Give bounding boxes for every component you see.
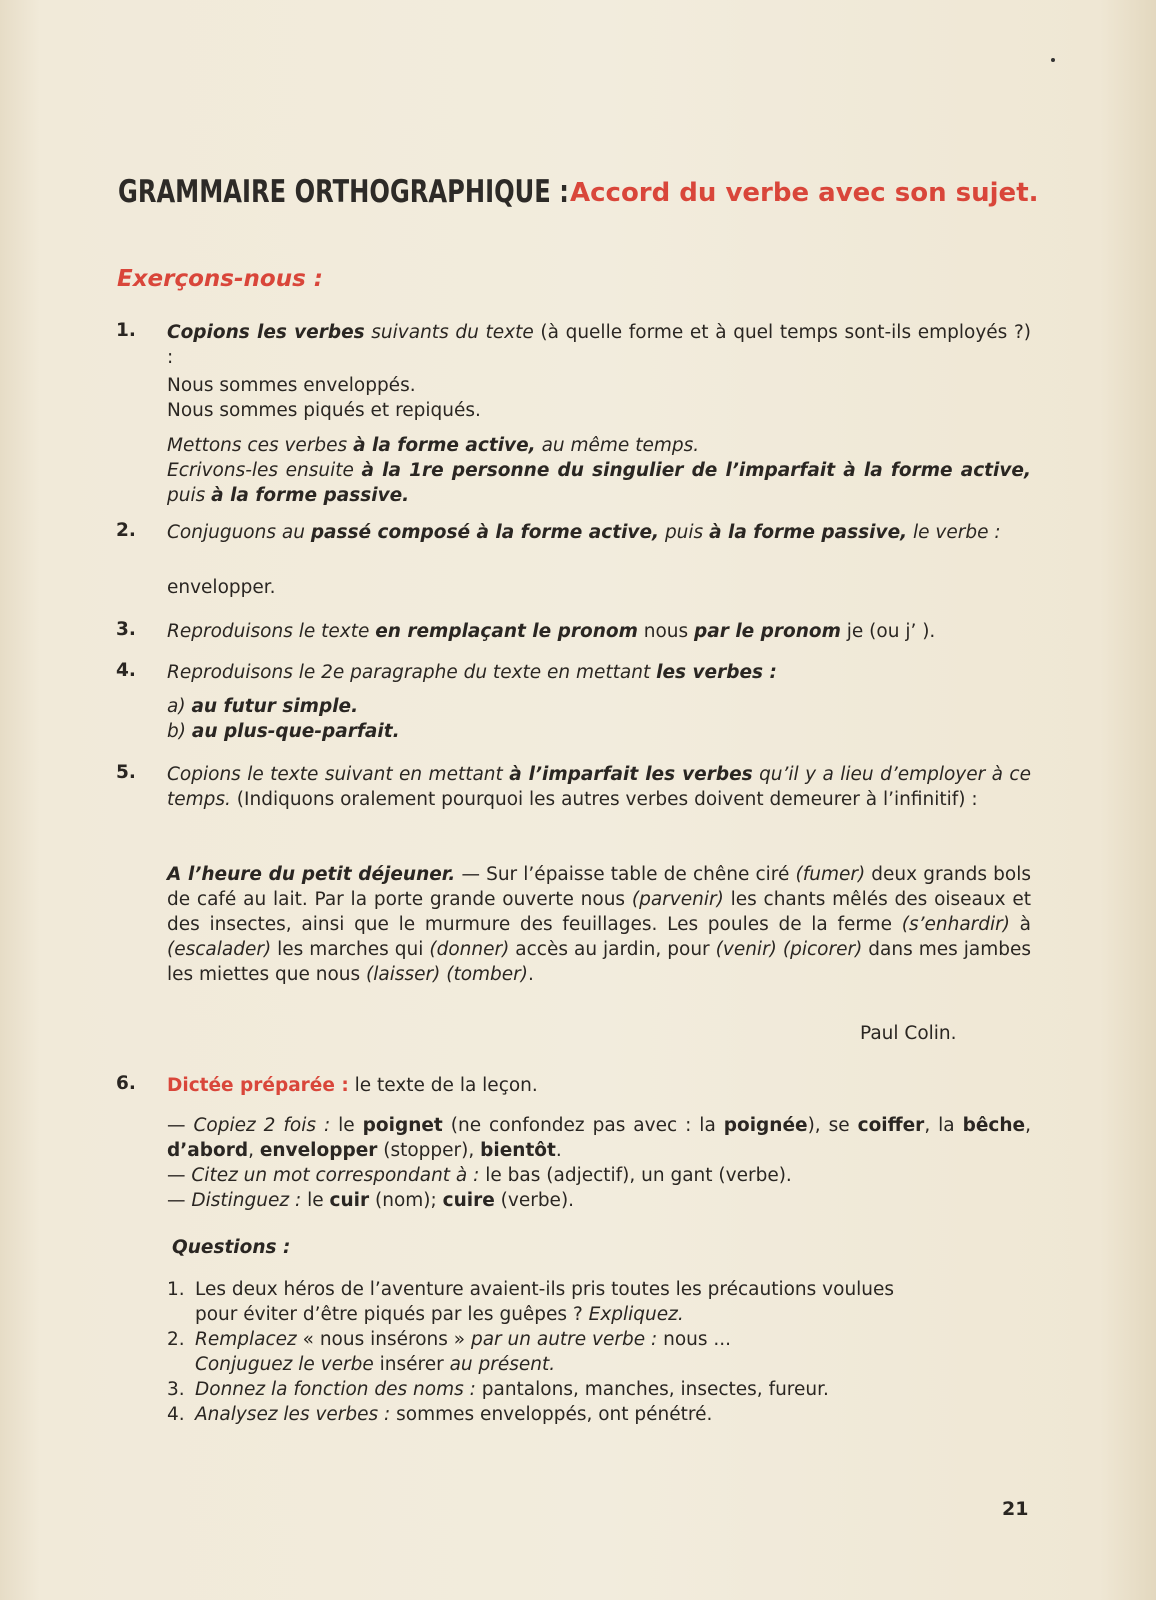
page-number: 21 xyxy=(1002,1498,1029,1520)
emphasis: au plus-que-parfait. xyxy=(191,721,400,742)
question-number: 3. xyxy=(167,1379,185,1400)
text: deux grands bols de café au lait. Par la porte grande ouverte nous xyxy=(167,864,1031,910)
text: , la xyxy=(924,1115,963,1136)
italic-text: puis xyxy=(659,522,710,543)
exercise-number: 2. xyxy=(116,520,136,541)
exercise-1-sentence-2: Nous sommes piqués et repiqués. xyxy=(167,400,481,421)
text: les chants mêlés des oiseaux et des insectes, ainsi que le murmure des feuillages. Les poules de la ferme xyxy=(167,889,1031,935)
text: (ne confondez pas avec : la xyxy=(442,1115,724,1136)
dictation-item-3 xyxy=(167,1188,1031,1213)
italic-text: Conjuguons au xyxy=(167,522,311,543)
question-number: 2. xyxy=(167,1329,185,1350)
italic-text: puis xyxy=(167,485,212,506)
text: (verbe). xyxy=(494,1190,575,1211)
italic-text: Donnez la fonction des noms : xyxy=(195,1379,476,1400)
italic-text: par un autre verbe : xyxy=(470,1329,658,1350)
emphasis: au futur simple. xyxy=(191,696,359,717)
exercise-1-sentence-1: Nous sommes enveloppés. xyxy=(167,375,416,396)
page-title xyxy=(118,174,1039,210)
bold-word: envelopper xyxy=(259,1140,378,1161)
question-3 xyxy=(167,1377,1031,1402)
emphasis: les verbes : xyxy=(656,662,777,683)
bold-word: poignet xyxy=(362,1115,443,1136)
question-2-cont xyxy=(195,1352,1031,1377)
text: les marches qui xyxy=(271,939,430,960)
dash: — xyxy=(167,1115,194,1136)
text: ), se xyxy=(807,1115,858,1136)
verb-infinitive: (venir) xyxy=(715,939,777,960)
italic-text: Reproduisons le texte xyxy=(167,621,376,642)
verb-infinitive: (tomber) xyxy=(446,964,528,985)
exercise-4-instruction xyxy=(167,660,1031,685)
emphasis: à l’imparfait les verbes xyxy=(509,764,753,785)
italic-text: le verbe : xyxy=(907,522,1001,543)
italic-text: Copions le texte suivant en mettant xyxy=(167,764,510,785)
text: (stopper), xyxy=(377,1140,481,1161)
text: , xyxy=(1025,1115,1031,1136)
exercise-4-item-b xyxy=(167,719,1031,744)
verb-infinitive: (parvenir) xyxy=(631,889,724,910)
text: le texte de la leçon. xyxy=(348,1075,538,1096)
text: nous ... xyxy=(657,1329,732,1350)
question-1 xyxy=(167,1277,1031,1302)
emphasis: à la forme passive, xyxy=(709,522,908,543)
italic-text: Expliquez. xyxy=(588,1304,684,1325)
section-heading: Exerçons-nous : xyxy=(117,266,323,292)
dictation-heading: Dictée préparée : xyxy=(167,1075,349,1096)
text: le xyxy=(301,1190,330,1211)
dash: — xyxy=(167,1190,192,1211)
dash: — xyxy=(167,1165,192,1186)
italic-text: Conjuguez le verbe xyxy=(195,1354,374,1375)
text: le xyxy=(330,1115,363,1136)
italic-text: Analysez les verbes : xyxy=(195,1404,391,1425)
title-sub: Accord du verbe avec son sujet. xyxy=(570,178,1039,208)
emphasis: à la 1re personne du singulier de l’imparfait à la forme active, xyxy=(361,460,1031,481)
bold-word: cuire xyxy=(442,1190,495,1211)
dictation-item-1 xyxy=(167,1113,1031,1163)
item-label: b) xyxy=(167,721,192,742)
text: — Sur l’épaisse table de chêne ciré xyxy=(455,864,796,885)
exercise-number: 6. xyxy=(116,1073,136,1094)
exercise-6-heading xyxy=(167,1073,1031,1098)
italic-text: au même temps. xyxy=(535,435,700,456)
emphasis: en remplaçant le pronom xyxy=(375,621,638,642)
verb-infinitive: (fumer) xyxy=(795,864,866,885)
exercise-5-passage xyxy=(167,862,1031,987)
bold-word: poignée xyxy=(723,1115,808,1136)
italic-text: Ecrivons-les ensuite xyxy=(167,460,362,481)
emphasis: passé composé à la forme active, xyxy=(310,522,660,543)
exercise-1-task-a xyxy=(167,433,1031,458)
verb-infinitive: (donner) xyxy=(429,939,510,960)
dictation-item-2 xyxy=(167,1163,1031,1188)
bold-word: cuir xyxy=(329,1190,370,1211)
text: (nom); xyxy=(369,1190,443,1211)
exercise-2-instruction xyxy=(167,520,1031,545)
text: , xyxy=(248,1140,260,1161)
title-main: GRAMMAIRE ORTHOGRAPHIQUE : xyxy=(118,174,569,210)
print-speck xyxy=(1051,58,1055,62)
bold-word: d’abord xyxy=(167,1140,249,1161)
text: . xyxy=(528,964,534,985)
text: accès au jardin, pour xyxy=(509,939,716,960)
passage-title: A l’heure du petit déjeuner. xyxy=(167,864,456,885)
text: le bas (adjectif), un gant (verbe). xyxy=(479,1165,792,1186)
text: « nous insérons » xyxy=(296,1329,471,1350)
italic-text: au présent. xyxy=(449,1354,556,1375)
text: dans mes jambes les miettes que nous xyxy=(167,939,1032,985)
exercise-number: 5. xyxy=(116,762,136,783)
exercise-1-instruction xyxy=(167,320,1031,370)
question-1-cont xyxy=(195,1302,1031,1327)
item-label: a) xyxy=(167,696,192,717)
bold-word: bêche xyxy=(962,1115,1026,1136)
question-number: 1. xyxy=(167,1279,185,1300)
italic-text: Copiez 2 fois : xyxy=(193,1115,331,1136)
italic-text: qu’il y a lieu d’employer à ce temps. xyxy=(167,764,1031,810)
italic-text: suivants du texte xyxy=(364,322,534,343)
emphasis: Copions les verbes xyxy=(167,322,365,343)
text: . xyxy=(555,1140,562,1161)
question-2 xyxy=(167,1327,1031,1352)
italic-text: Reproduisons le 2e paragraphe du texte en mettant xyxy=(167,662,657,683)
bold-word: bientôt xyxy=(480,1140,556,1161)
verb-infinitive: (picorer) xyxy=(782,939,863,960)
text: sommes enveloppés, ont pénétré. xyxy=(390,1404,713,1425)
text: pour éviter d’être piqués par les guêpes ? xyxy=(195,1304,589,1325)
exercise-number: 3. xyxy=(116,619,136,640)
verb-infinitive: (laisser) xyxy=(366,964,441,985)
text: à xyxy=(1009,914,1032,935)
exercise-number: 1. xyxy=(116,320,136,341)
text: pantalons, manches, insectes, fureur. xyxy=(475,1379,829,1400)
exercise-5-instruction xyxy=(167,762,1031,812)
bold-word: coiffer xyxy=(857,1115,925,1136)
verb-infinitive: (s’enhardir) xyxy=(901,914,1010,935)
exercise-1-task-b xyxy=(167,458,1031,508)
exercise-3-instruction xyxy=(167,619,1031,644)
verb-infinitive: (escalader) xyxy=(167,939,272,960)
text: Les deux héros de l’aventure avaient-ils pris toutes les précautions voulues xyxy=(195,1279,895,1300)
emphasis: par le pronom xyxy=(694,621,841,642)
emphasis: à la forme active, xyxy=(353,435,536,456)
question-number: 4. xyxy=(167,1404,185,1425)
italic-text: Citez un mot correspondant à : xyxy=(191,1165,480,1186)
italic-text: Distinguez : xyxy=(191,1190,302,1211)
text: insérer xyxy=(373,1354,450,1375)
question-4 xyxy=(167,1402,1031,1427)
emphasis: à la forme passive. xyxy=(211,485,410,506)
exercise-number: 4. xyxy=(116,660,136,681)
text: (à quelle forme et à quel temps sont-ils employés ?) : xyxy=(167,322,1032,368)
italic-text: Remplacez xyxy=(195,1329,297,1350)
exercise-2-verb: envelopper. xyxy=(167,577,276,598)
author: Paul Colin. xyxy=(860,1023,957,1044)
questions-heading: Questions : xyxy=(172,1237,291,1258)
exercise-4-item-a xyxy=(167,694,1031,719)
text: (Indiquons oralement pourquoi les autres verbes doivent demeurer à l’infinitif) : xyxy=(230,789,978,810)
italic-text: Mettons ces verbes xyxy=(167,435,354,456)
text: nous xyxy=(637,621,695,642)
text: je (ou j’ ). xyxy=(840,621,936,642)
